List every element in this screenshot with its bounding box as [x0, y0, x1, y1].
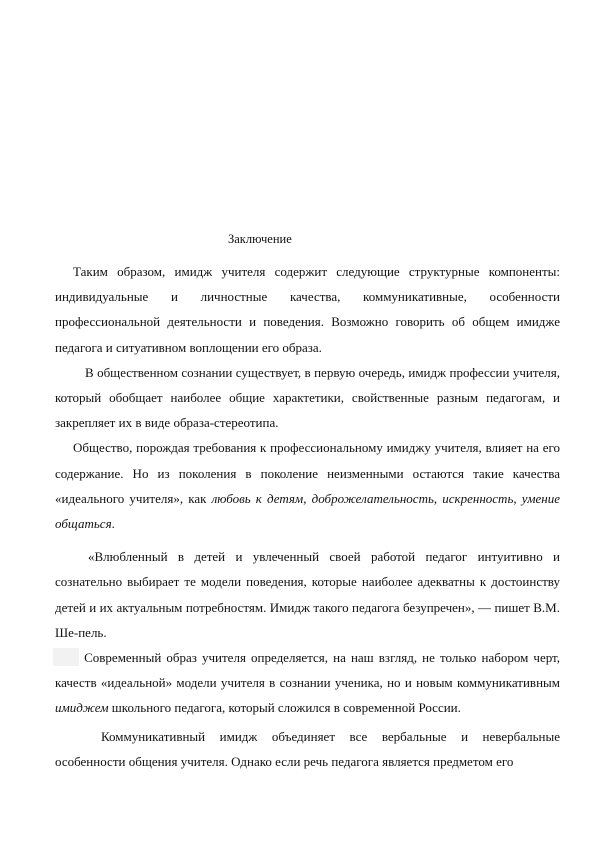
paragraph-5-text: Современный образ учителя определяется, на наш взгляд, не только набором черт, качеств «идеальной» модели учителя в сознании ученика, но и новым коммуникативным: [55, 650, 561, 691]
paragraph-5-end: школьного педагога, который сложился в современной России.: [108, 700, 461, 716]
italic-word-image: имиджем: [55, 700, 109, 716]
paragraph-1: Таким образом, имидж учителя содержит следующие структурные компоненты: индивидуальные и личностные качества, коммуникативные, особенности профессиональной деятельности и поведения. Возможно говорить об общем имидже педагога и ситуативном воплощении его образа.: [55, 264, 560, 355]
paragraph-5: [55, 645, 560, 721]
separator: ,: [513, 490, 522, 506]
italic-phrase-love-for-children: любовь к детям: [211, 490, 304, 506]
paragraph-3: [55, 435, 560, 536]
paragraph-4-quote: «Влюбленный в детей и увлеченный своей работой педагог интуитивно и сознательно выбирает те модели поведения, которые наиболее адекватны к достоинству детей и их актуальным потребностям. Имидж такого педагога безупречен», — пишет В.М. Ше-пель.: [55, 549, 560, 640]
italic-phrase-benevolence: доброжелательность, искренность: [311, 490, 514, 506]
document-body: [55, 259, 560, 774]
paragraph-6: Коммуникативный имидж объединяет все вербальные и невербальные особенности общения учителя. Однако если речь педагога является предметом его: [55, 728, 560, 769]
paragraph-2: В общественном сознании существует, в первую очередь, имидж профессии учителя, который обобщает наиболее общие характетики, свойственные разным педагогам, и закрепляет их в виде образа-стереотипа.: [55, 364, 560, 431]
paragraph-3-text: Общество, порождая требования к профессиональному имиджу учителя, влияет на его содержание. Но из поколения в поколение неизменными остаются такие качества «идеального учителя», как: [55, 440, 560, 506]
italic-phrase-communication-skill: умение общаться: [55, 490, 560, 532]
document-heading: Заключение: [228, 232, 292, 246]
highlight-mark: [53, 648, 79, 666]
separator: ,: [303, 490, 312, 506]
paragraph-3-end: .: [111, 516, 115, 532]
